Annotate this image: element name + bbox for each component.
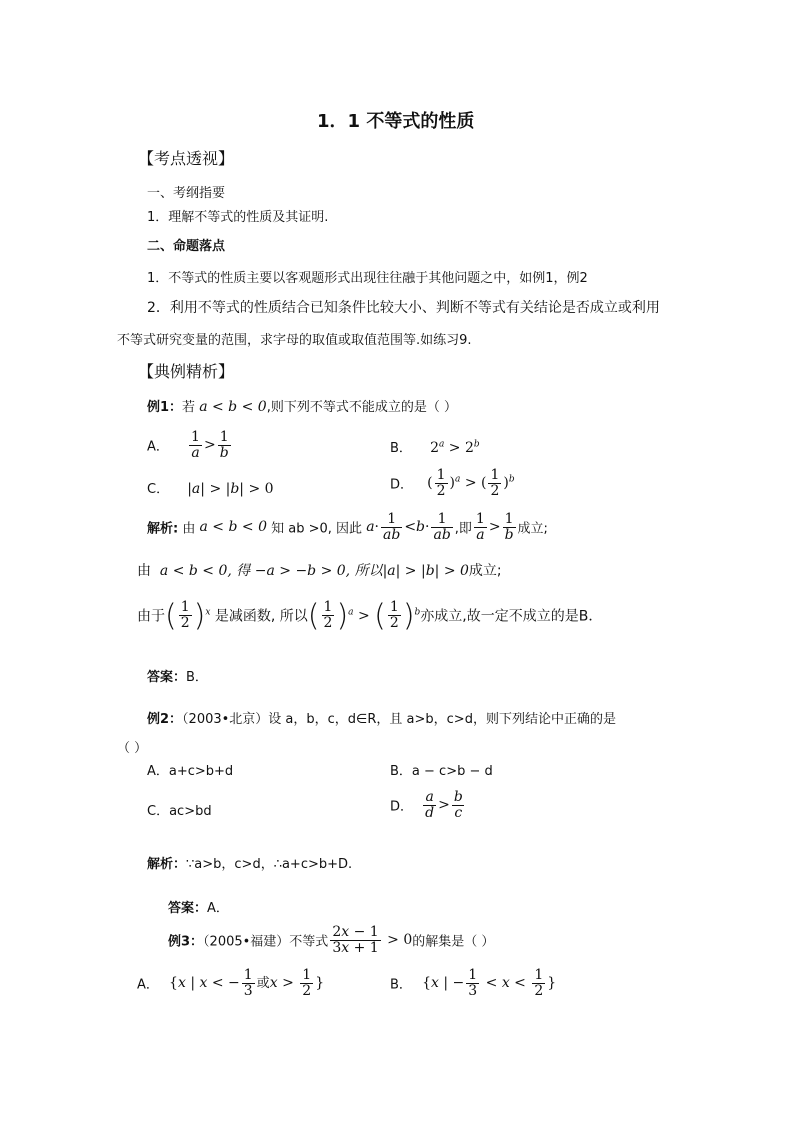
example-2-label: 例2： bbox=[147, 712, 183, 727]
ex2-analysis-text: ∵a>b，c>d，∴a+c>b+D. bbox=[186, 857, 353, 872]
ex1-option-a-math: $\frac{1}{a}$ > $\frac{1}{b}$ bbox=[191, 429, 229, 461]
ex2-stem-text: （2003•北京）设 a，b，c，d∈R，且 a>b，c>d，则下列结论中正确的是 bbox=[182, 712, 616, 727]
ex1-option-b-label: B． bbox=[390, 441, 412, 456]
ex1-a3-math-1: ( $\frac{1}{2}$ )$^x$ bbox=[165, 598, 211, 633]
ex3-stem-math: $\frac{2x - 1}{3x + 1}$ > 0 bbox=[332, 924, 413, 956]
ex1-a1-mid: 知 ab >0, 因此 bbox=[271, 521, 363, 537]
ex2-option-b: B．a − c>b − d bbox=[390, 764, 493, 779]
example-3-stem bbox=[168, 925, 494, 955]
ex1-a3-pre: 由于 bbox=[137, 608, 165, 625]
ex1-a1-end: 成立; bbox=[517, 521, 548, 537]
outline-heading-1: 一、考纲指要 bbox=[147, 186, 226, 201]
ex2-answer-label: 答案： bbox=[168, 901, 208, 916]
example-1-stem bbox=[147, 396, 457, 415]
ex3-option-a-math: {x | x < − $\frac{1}{3}$ 或x > $\frac{1}{2}$ } bbox=[169, 967, 325, 999]
ex2-answer bbox=[168, 897, 229, 916]
ex1-analysis-line-3 bbox=[137, 598, 602, 633]
ex3-stem-pre: （2005•福建）不等式 bbox=[203, 934, 329, 950]
ex1-answer bbox=[147, 666, 208, 685]
ex1-option-d bbox=[390, 468, 515, 498]
ex2-answer-value: A． bbox=[207, 901, 229, 916]
ex1-a2-math: a < b < 0, 得 −a > −b > 0, 所以|a| > |b| > 0 bbox=[159, 563, 469, 579]
ex1-option-a-label: A． bbox=[147, 439, 169, 455]
page-title: 1．1 不等式的性质 bbox=[317, 111, 475, 132]
ex1-option-b bbox=[390, 437, 480, 456]
ex3-option-a bbox=[137, 968, 324, 998]
ex2-option-d bbox=[390, 790, 467, 820]
ex1-answer-label: 答案： bbox=[147, 670, 187, 685]
ex2-analysis-label: 解析： bbox=[147, 857, 187, 872]
ex3-option-b-label: B． bbox=[390, 977, 412, 993]
ex1-a3-end: 亦成立,故一定不成立的是B． bbox=[420, 608, 603, 625]
ex1-a1-cond: a < b < 0 bbox=[199, 519, 267, 536]
ex1-option-d-math: ( $\frac{1}{2}$ )$^a$ > ( $\frac{1}{2}$ )$^b$ bbox=[427, 467, 515, 499]
ex3-stem-post: 的解集是（ ） bbox=[412, 934, 495, 950]
ex1-option-d-label: D． bbox=[390, 477, 414, 493]
ex2-option-c: C．ac>bd bbox=[147, 804, 212, 819]
ex1-analysis-line-2 bbox=[137, 560, 502, 580]
outline-item-1: 1．理解不等式的性质及其证明. bbox=[147, 210, 329, 225]
ex1-a2-pre: 由 bbox=[137, 563, 151, 579]
ex1-a3-mid: 是减函数, 所以 bbox=[214, 608, 308, 625]
ex1-stem-post: ,则下列不等式不能成立的是（ ） bbox=[266, 400, 457, 415]
ex1-option-c-math: |a| > |b| > 0 bbox=[187, 481, 274, 497]
ex2-analysis bbox=[147, 853, 352, 872]
ex3-option-b-math: {x | − $\frac{1}{3}$ < x < $\frac{1}{2}$ } bbox=[422, 967, 557, 999]
ex1-option-a bbox=[147, 430, 233, 460]
ex3-option-a-label: A． bbox=[137, 977, 159, 993]
ex1-condition: a < b < 0 bbox=[199, 399, 267, 415]
ex3-option-b bbox=[390, 968, 556, 998]
ex1-a3-math-2: ( $\frac{1}{2}$ )$^a$ > ( $\frac{1}{2}$ )$^b$ bbox=[307, 598, 421, 633]
ex1-option-c bbox=[147, 478, 274, 497]
ex2-option-d-math: $\frac{a}{d}$ > $\frac{b}{c}$ bbox=[425, 789, 463, 821]
ex1-a1-pre: 由 bbox=[182, 521, 196, 537]
section-heading-kaodian: 【考点透视】 bbox=[138, 149, 235, 168]
ex1-option-c-label: C． bbox=[147, 482, 170, 497]
outline-item-3a: 2．利用不等式的性质结合已知条件比较大小、判断不等式有关结论是否成立或利用 bbox=[147, 300, 660, 316]
outline-heading-2: 二、命题落点 bbox=[147, 239, 226, 254]
ex2-answer-paren: （ ） bbox=[117, 741, 148, 756]
ex1-option-b-math: $2^a > 2^b$ bbox=[430, 439, 480, 456]
ex3-option-a-or: 或 bbox=[256, 976, 270, 992]
ex2-option-d-label: D． bbox=[390, 799, 414, 815]
outline-item-3b: 不等式研究变量的范围，求字母的取值或取值范围等.如练习9. bbox=[117, 333, 472, 348]
outline-item-2: 1．不等式的性质主要以客观题形式出现往往融于其他问题之中，如例1，例2 bbox=[147, 271, 588, 286]
ex1-a1-then: ,即 bbox=[454, 521, 472, 537]
example-1-label: 例1： bbox=[147, 400, 183, 415]
ex1-a2-end: 成立; bbox=[468, 563, 502, 579]
ex1-stem-pre: 若 bbox=[182, 400, 196, 415]
ex2-option-a: A．a+c>b+d bbox=[147, 764, 234, 779]
ex1-answer-value: B． bbox=[186, 670, 208, 685]
section-heading-dianli: 【典例精析】 bbox=[138, 362, 235, 381]
ex1-a1-math-2: $\frac{1}{a}$ > $\frac{1}{b}$ bbox=[475, 511, 514, 543]
ex1-analysis-label: 解析: bbox=[147, 521, 179, 537]
ex1-a1-math-1: a· $\frac{1}{ab}$ <b· $\frac{1}{ab}$ bbox=[366, 511, 451, 543]
ex1-analysis-line-1 bbox=[147, 512, 548, 542]
example-2-stem bbox=[147, 708, 616, 727]
example-3-label: 例3： bbox=[168, 934, 204, 950]
